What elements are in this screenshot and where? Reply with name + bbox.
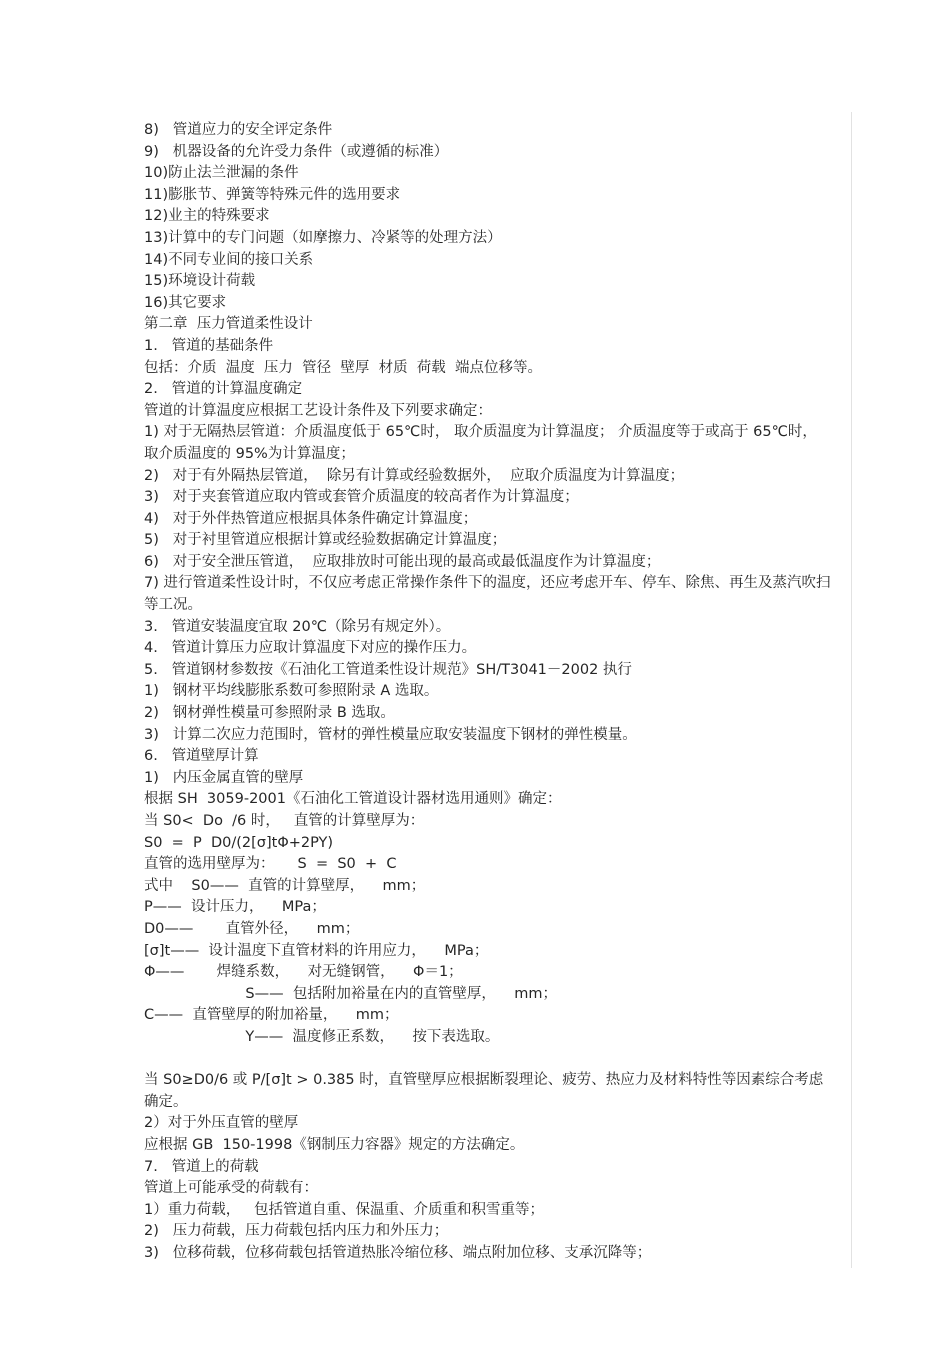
list-item: 3) 计算二次应力范围时，管材的弹性模量应取安装温度下钢材的弹性模量。 xyxy=(144,726,637,743)
section-heading-5: 5. 管道钢材参数按《石油化工管道柔性设计规范》SH/T3041－2002 执行 xyxy=(144,661,632,678)
paragraph: 当 S0≥D0/6 或 P/[σ]t > 0.385 时，直管壁厚应根据断裂理论、疲劳、热应力及材料特性等因素综合考虑确定。 xyxy=(144,1072,824,1110)
list-item-9: 9) 机器设备的允许受力条件（或遵循的标准） xyxy=(144,143,449,160)
section-heading-2: 2. 管道的计算温度确定 xyxy=(144,381,303,398)
definition: [σ]t—— 设计温度下直管材料的许用应力， MPa； xyxy=(144,942,489,959)
definition: 式中 S0—— 直管的计算壁厚， mm； xyxy=(144,877,426,894)
list-item: 3) 位移荷载，位移荷载包括管道热胀冷缩位移、端点附加位移、支承沉降等； xyxy=(144,1244,652,1261)
list-item: 2）对于外压直管的壁厚 xyxy=(144,1115,299,1132)
list-item: 3) 对于夹套管道应取内管或套管介质温度的较高者作为计算温度； xyxy=(144,489,579,506)
definition: D0—— 直管外径， mm； xyxy=(144,920,360,937)
section-heading-4: 4. 管道计算压力应取计算温度下对应的操作压力。 xyxy=(144,640,477,657)
paragraph: 当 S0< Do /6 时， 直管的计算壁厚为： xyxy=(144,813,425,829)
definition: Φ—— 焊缝系数， 对无缝钢管， Φ＝1； xyxy=(144,964,463,981)
list-item: 2) 压力荷载，压力荷载包括内压力和外压力； xyxy=(144,1223,449,1240)
list-item-8: 8) 管道应力的安全评定条件 xyxy=(144,122,333,138)
list-item-12: 12)业主的特殊要求 xyxy=(144,208,270,225)
section-heading-6: 6. 管道壁厚计算 xyxy=(144,748,259,765)
section-heading-1: 1. 管道的基础条件 xyxy=(144,337,274,354)
document-body xyxy=(144,120,834,1264)
list-item: 2) 对于有外隔热层管道， 除另有计算或经验数据外， 应取介质温度为计算温度； xyxy=(144,467,685,484)
list-item: 1）重力荷载， 包括管道自重、保温重、介质重和积雪重等； xyxy=(144,1201,545,1218)
paragraph: 管道的计算温度应根据工艺设计条件及下列要求确定： xyxy=(144,402,492,419)
list-item: 1) 对于无隔热层管道：介质温度低于 65℃时， 取介质温度为计算温度； 介质温度等于或高于 65℃时， 取介质温度的 95%为计算温度； xyxy=(144,424,817,462)
list-item: 4) 对于外伴热管道应根据具体条件确定计算温度； xyxy=(144,510,478,527)
list-item-13: 13)计算中的专门问题（如摩擦力、冷紧等的处理方法） xyxy=(144,229,502,246)
list-item-15: 15)环境设计荷载 xyxy=(144,273,256,290)
chapter-heading: 第二章 压力管道柔性设计 xyxy=(144,316,313,333)
list-item: 6) 对于安全泄压管道， 应取排放时可能出现的最高或最低温度作为计算温度； xyxy=(144,553,661,570)
list-item-11: 11)膨胀节、弹簧等特殊元件的选用要求 xyxy=(144,186,401,203)
list-item: 1) 内压金属直管的壁厚 xyxy=(144,769,304,786)
list-item: 1) 钢材平均线膨胀系数可参照附录 A 选取。 xyxy=(144,683,439,700)
list-item: 5) 对于衬里管道应根据计算或经验数据确定计算温度； xyxy=(144,532,507,549)
list-item-14: 14)不同专业间的接口关系 xyxy=(144,251,314,268)
definition: Y—— 温度修正系数， 按下表选取。 xyxy=(144,1028,500,1045)
page-margin-rule xyxy=(851,112,852,1268)
list-item: 7) 进行管道柔性设计时，不仅应考虑正常操作条件下的温度，还应考虑开车、停车、除焦、再生及蒸汽吹扫等工况。 xyxy=(144,575,831,614)
section-heading-3: 3. 管道安装温度宜取 20℃（除另有规定外）。 xyxy=(144,618,451,635)
blank-line xyxy=(144,1049,834,1071)
definition: P—— 设计压力， MPa； xyxy=(144,899,326,916)
list-item-16: 16)其它要求 xyxy=(144,294,227,311)
section-heading-7: 7. 管道上的荷载 xyxy=(144,1158,259,1175)
definition: S—— 包括附加裕量在内的直管壁厚， mm； xyxy=(144,985,558,1002)
paragraph: 管道上可能承受的荷载有： xyxy=(144,1180,318,1197)
list-item: 2) 钢材弹性模量可参照附录 B 选取。 xyxy=(144,705,395,722)
formula: 直管的选用壁厚为： S = S0 + C xyxy=(144,856,397,873)
paragraph: 应根据 GB 150-1998《钢制压力容器》规定的方法确定。 xyxy=(144,1136,525,1153)
paragraph: 根据 SH 3059-2001《石油化工管道设计器材选用通则》确定： xyxy=(144,791,562,808)
definition: C—— 直管壁厚的附加裕量， mm； xyxy=(144,1007,399,1024)
formula: S0 = P D0/(2[σ]tΦ+2PY) xyxy=(144,834,334,851)
list-item-10: 10)防止法兰泄漏的条件 xyxy=(144,165,299,182)
paragraph: 包括：介质 温度 压力 管径 壁厚 材质 荷载 端点位移等。 xyxy=(144,359,543,376)
